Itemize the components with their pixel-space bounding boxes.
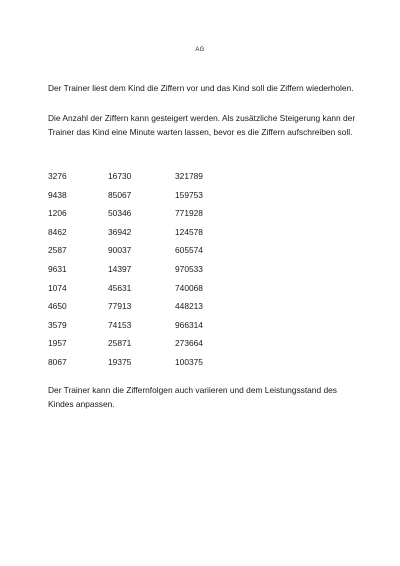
digit-sequence-cell: 159753 [175, 189, 203, 200]
table-row [48, 336, 298, 355]
digit-sequence-cell: 9631 [48, 263, 67, 274]
table-row [48, 225, 298, 244]
digit-sequence-cell: 45631 [108, 282, 132, 293]
digit-sequence-cell: 273664 [175, 338, 203, 349]
digit-sequence-cell: 19375 [108, 356, 132, 367]
digit-sequence-cell: 966314 [175, 319, 203, 330]
digit-sequence-cell: 605574 [175, 245, 203, 256]
instruction-paragraph: Der Trainer liest dem Kind die Ziffern vor und das Kind soll die Ziffern wiederholen. [48, 83, 354, 93]
digit-sequence-cell: 36942 [108, 226, 132, 237]
digit-sequence-cell: 90037 [108, 245, 132, 256]
digit-sequence-cell: 3579 [48, 319, 67, 330]
digit-sequence-cell: 8067 [48, 356, 67, 367]
digit-sequence-cell: 100375 [175, 356, 203, 367]
digit-sequence-cell: 771928 [175, 208, 203, 219]
progression-paragraph: Die Anzahl der Ziffern kann gesteigert werden. Als zusätzliche Steigerung kann der Trainer das Kind eine Minute warten lassen, bevor es die Ziffern aufschreiben soll. [48, 113, 356, 137]
digit-sequence-cell: 50346 [108, 208, 132, 219]
digit-sequence-cell: 4650 [48, 301, 67, 312]
digit-sequence-cell: 321789 [175, 171, 203, 181]
table-row [48, 299, 298, 318]
digit-sequence-cell: 25871 [108, 338, 132, 349]
digit-sequence-cell: 448213 [175, 301, 203, 312]
digit-sequence-cell: 124578 [175, 226, 203, 237]
digit-sequence-cell: 1206 [48, 208, 67, 219]
digit-sequence-cell: 77913 [108, 301, 132, 312]
table-row [48, 262, 298, 281]
table-row [48, 188, 298, 207]
table-row [48, 169, 298, 188]
table-row [48, 318, 298, 337]
digit-sequence-cell: 740068 [175, 282, 203, 293]
variation-paragraph: Der Trainer kann die Ziffernfolgen auch variieren und dem Leistungsstand des Kindes anpassen. [48, 385, 337, 409]
digit-sequence-cell: 14397 [108, 263, 132, 274]
table-row [48, 206, 298, 225]
table-row [48, 243, 298, 262]
table-row [48, 281, 298, 300]
digit-sequence-table [48, 169, 298, 374]
digit-sequence-cell: 16730 [108, 171, 132, 181]
table-row [48, 355, 298, 374]
page-header: AG [195, 47, 205, 53]
digit-sequence-cell: 9438 [48, 189, 67, 200]
digit-sequence-cell: 3276 [48, 171, 67, 181]
digit-sequence-cell: 74153 [108, 319, 132, 330]
digit-sequence-cell: 970533 [175, 263, 203, 274]
digit-sequence-cell: 1957 [48, 338, 67, 349]
digit-sequence-cell: 2587 [48, 245, 67, 256]
digit-sequence-cell: 85067 [108, 189, 132, 200]
digit-sequence-cell: 1074 [48, 282, 67, 293]
digit-sequence-cell: 8462 [48, 226, 67, 237]
